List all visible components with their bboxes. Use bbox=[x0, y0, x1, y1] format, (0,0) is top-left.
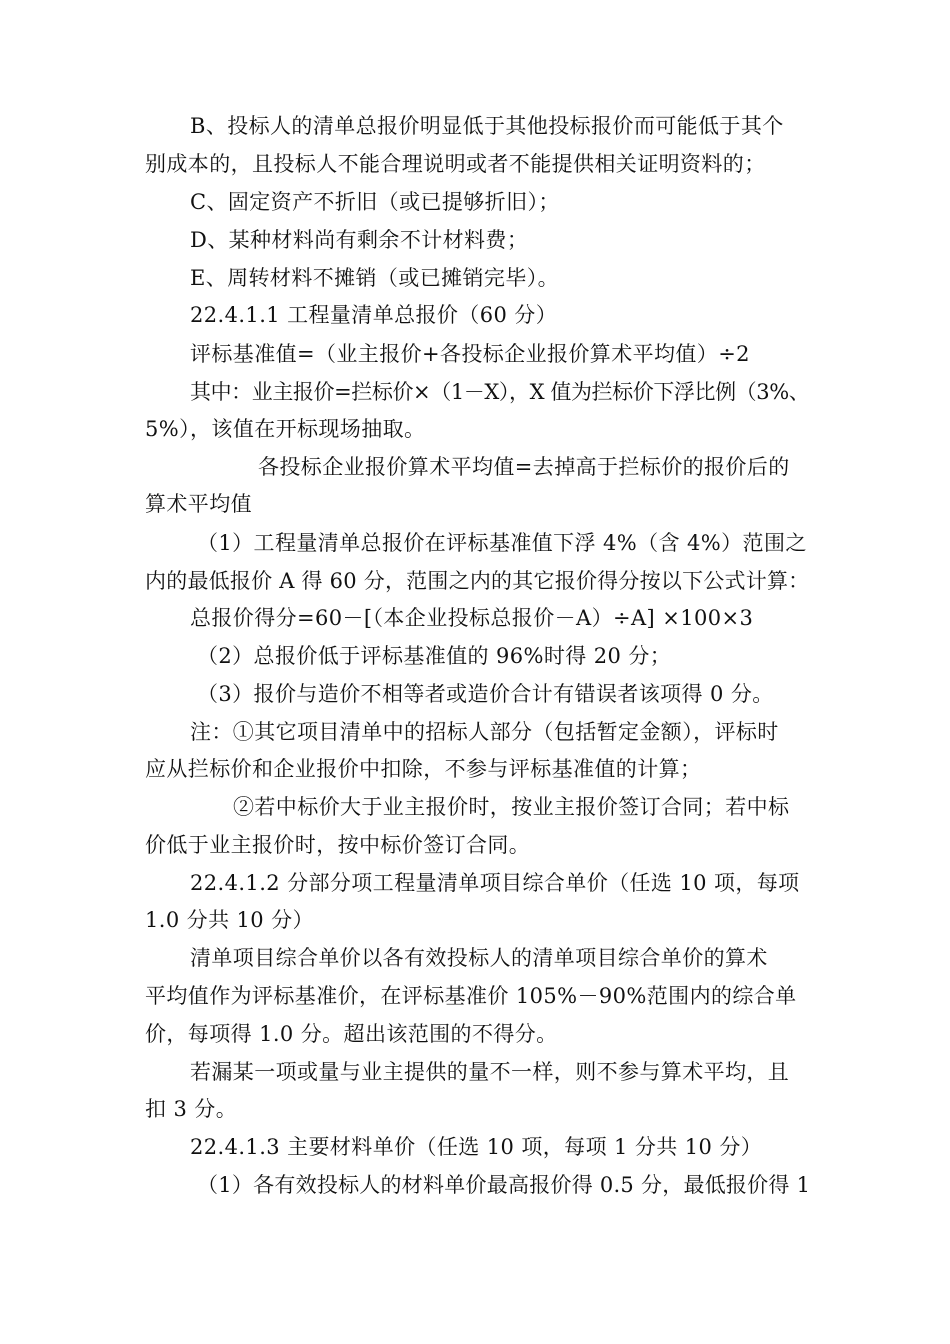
text-line: C、固定资产不折旧（或已提够折旧）； bbox=[190, 190, 560, 214]
section-heading: 22.4.1.3 主要材料单价（任选 10 项，每项 1 分共 10 分） bbox=[190, 1135, 763, 1159]
list-item: （3）报价与造价不相等者或造价合计有错误者该项得 0 分。 bbox=[197, 682, 774, 706]
text-line: E、周转材料不摊销（或已摊销完毕）。 bbox=[190, 266, 560, 290]
text-line: 5%），该值在开标现场抽取。 bbox=[145, 417, 426, 441]
text-line: 各投标企业报价算术平均值=去掉高于拦标价的报价后的 bbox=[258, 455, 790, 479]
section-heading: 22.4.1.2 分部分项工程量清单项目综合单价（任选 10 项，每项 bbox=[190, 871, 800, 895]
formula-line: 总报价得分=60－[（本企业投标总报价－A）÷A] ×100×3 bbox=[190, 606, 754, 630]
text-line: 价低于业主报价时，按中标价签订合同。 bbox=[145, 833, 531, 857]
text-line: D、某种材料尚有剩余不计材料费； bbox=[190, 228, 529, 252]
note-line: 注：①其它项目清单中的招标人部分（包括暂定金额），评标时 bbox=[190, 720, 779, 744]
text-line: 其中：业主报价=拦标价×（1－X），X 值为拦标价下浮比例（3%、 bbox=[190, 380, 810, 404]
text-line: 算术平均值 bbox=[145, 492, 252, 516]
list-item: （2）总报价低于评标基准值的 96%时得 20 分； bbox=[197, 644, 672, 668]
text-line: 内的最低报价 A 得 60 分，范围之内的其它报价得分按以下公式计算： bbox=[145, 569, 810, 593]
note-line: ②若中标价大于业主报价时，按业主报价签订合同；若中标 bbox=[233, 795, 790, 819]
text-line: 扣 3 分。 bbox=[145, 1097, 238, 1121]
text-line: 应从拦标价和企业报价中扣除，不参与评标基准值的计算； bbox=[145, 757, 702, 781]
list-item: （1）工程量清单总报价在评标基准值下浮 4%（含 4%）范围之 bbox=[197, 531, 807, 555]
text-line: 清单项目综合单价以各有效投标人的清单项目综合单价的算术 bbox=[190, 946, 768, 970]
formula-line: 评标基准值=（业主报价+各投标企业报价算术平均值）÷2 bbox=[190, 342, 750, 366]
list-item: （1）各有效投标人的材料单价最高报价得 0.5 分，最低报价得 1 bbox=[197, 1173, 811, 1197]
text-line: 价，每项得 1.0 分。超出该范围的不得分。 bbox=[145, 1022, 558, 1046]
section-heading: 22.4.1.1 工程量清单总报价（60 分） bbox=[190, 303, 558, 327]
text-line: 1.0 分共 10 分） bbox=[145, 908, 314, 932]
text-line: B、投标人的清单总报价明显低于其他投标报价而可能低于其个 bbox=[190, 114, 784, 138]
text-line: 别成本的，且投标人不能合理说明或者不能提供相关证明资料的； bbox=[145, 152, 766, 176]
text-line: 平均值作为评标基准价，在评标基准价 105%－90%范围内的综合单 bbox=[145, 984, 797, 1008]
text-line: 若漏某一项或量与业主提供的量不一样，则不参与算术平均，且 bbox=[190, 1060, 790, 1084]
